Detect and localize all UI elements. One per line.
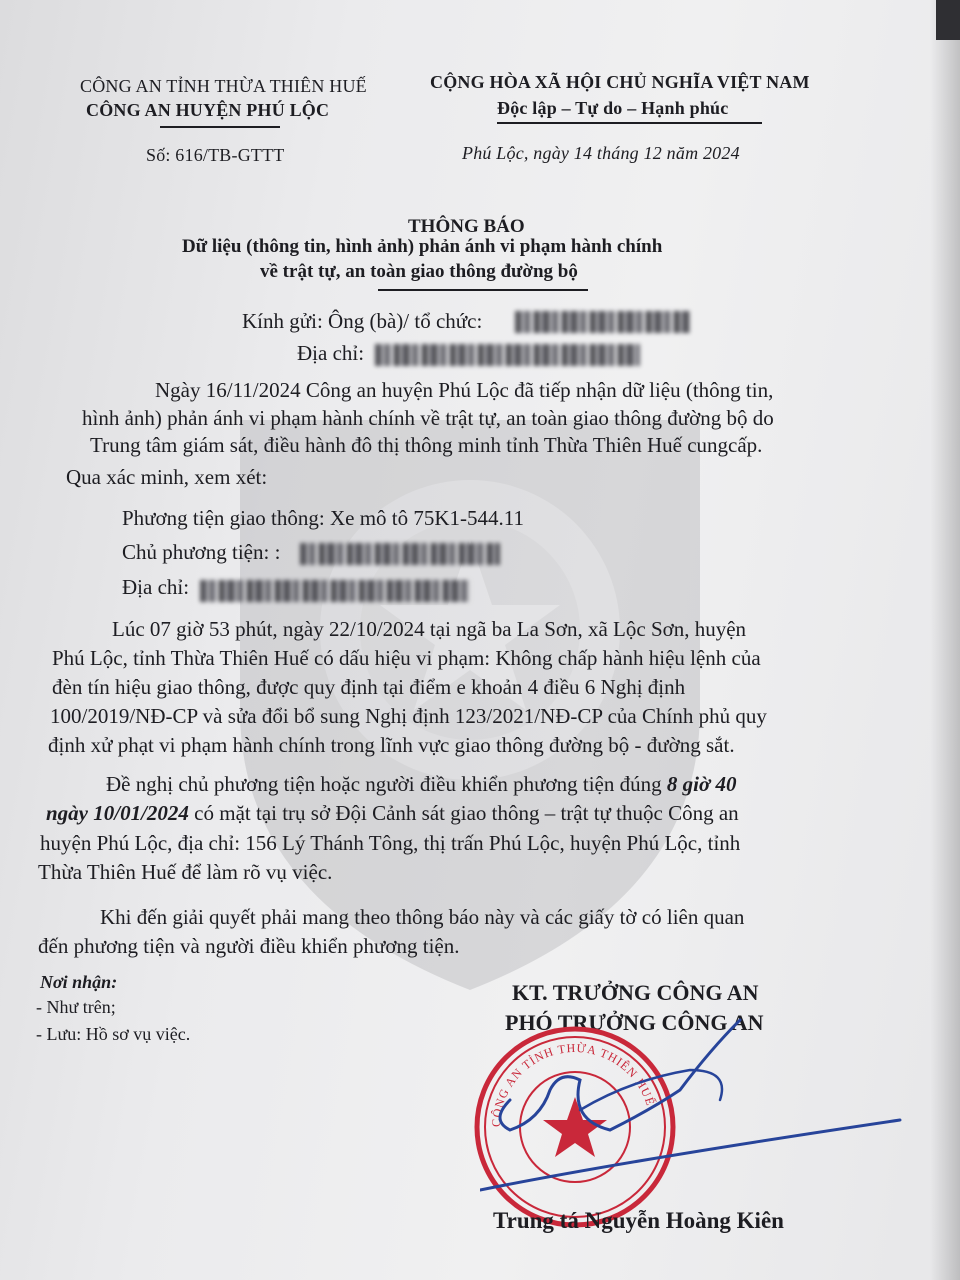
recipients-item1: - Như trên; bbox=[36, 997, 116, 1017]
org-parent-name: CÔNG AN TỈNH THỪA THIÊN HUẾ bbox=[80, 76, 367, 96]
motto-underline bbox=[497, 122, 762, 124]
appointment-time: 8 giờ 40 bbox=[666, 772, 737, 796]
stamp-text: CÔNG AN TỈNH THỪA THIÊN HUẾ bbox=[488, 1040, 658, 1128]
page-edge-shadow bbox=[930, 0, 960, 1280]
paragraph3-line2-text: có mặt tại trụ sở Đội Cảnh sát giao thông – trật tự thuộc Công an bbox=[188, 801, 739, 825]
owner-label: Chủ phương tiện: : bbox=[122, 540, 281, 564]
owner-address-label: Địa chỉ: bbox=[122, 575, 190, 599]
org-name-underline bbox=[160, 126, 280, 128]
recipient-address-label: Địa chỉ: bbox=[297, 341, 365, 365]
document-subtitle-line2: về trật tự, an toàn giao thông đường bộ bbox=[260, 261, 578, 282]
national-title: CỘNG HÒA XÃ HỘI CHỦ NGHĨA VIỆT NAM bbox=[430, 72, 810, 92]
paragraph1-line1: Ngày 16/11/2024 Công an huyện Phú Lộc đã tiếp nhận dữ liệu (thông tin, bbox=[155, 378, 774, 402]
document-number: Số: 616/TB-GTTT bbox=[146, 145, 285, 165]
paragraph4-line2: đến phương tiện và người điều khiển phương tiện. bbox=[38, 934, 460, 958]
paragraph3-line3: huyện Phú Lộc, địa chỉ: 156 Lý Thánh Tông, thị trấn Phú Lộc, huyện Phú Lộc, tỉnh bbox=[40, 831, 741, 855]
appointment-date: ngày 10/01/2024 bbox=[46, 801, 189, 825]
place-date: Phú Lộc, ngày 14 tháng 12 năm 2024 bbox=[462, 143, 740, 163]
recipients-heading: Nơi nhận: bbox=[40, 972, 118, 992]
redacted-recipient-name bbox=[515, 311, 690, 333]
paragraph1-line3: Trung tâm giám sát, điều hành đô thị thông minh tỉnh Thừa Thiên Huế cungcấp. bbox=[90, 433, 763, 457]
paragraph3-line1 bbox=[106, 772, 736, 797]
paragraph3-line4: Thừa Thiên Huế để làm rõ vụ việc. bbox=[38, 860, 333, 884]
redacted-recipient-address bbox=[375, 344, 640, 366]
paragraph2-line1: Lúc 07 giờ 53 phút, ngày 22/10/2024 tại ngã ba La Sơn, xã Lộc Sơn, huyện bbox=[112, 617, 747, 641]
paragraph3-line2 bbox=[46, 801, 739, 826]
national-motto: Độc lập – Tự do – Hạnh phúc bbox=[497, 98, 729, 118]
verification-intro: Qua xác minh, xem xét: bbox=[66, 465, 268, 489]
paragraph2-line2: Phú Lộc, tỉnh Thừa Thiên Huế có dấu hiệu vi phạm: Không chấp hành hiệu lệnh của bbox=[52, 646, 761, 670]
paragraph4-line1: Khi đến giải quyết phải mang theo thông báo này và các giấy tờ có liên quan bbox=[100, 905, 745, 929]
document-title: THÔNG BÁO bbox=[408, 216, 525, 237]
title-underline bbox=[378, 289, 588, 291]
paragraph2-line3: đèn tín hiệu giao thông, được quy định tại điểm e khoản 4 điều 6 Nghị định bbox=[52, 675, 686, 699]
signature-title-line1: KT. TRƯỞNG CÔNG AN bbox=[512, 980, 759, 1005]
document-subtitle-line1: Dữ liệu (thông tin, hình ảnh) phản ánh vi phạm hành chính bbox=[182, 236, 663, 257]
redacted-owner-name bbox=[300, 543, 500, 565]
background-corner bbox=[936, 0, 960, 40]
paragraph1-line2: hình ảnh) phản ánh vi phạm hành chính về trật tự, an toàn giao thông đường bộ do bbox=[82, 406, 774, 430]
signer-name: Trung tá Nguyễn Hoàng Kiên bbox=[493, 1208, 784, 1233]
redacted-owner-address bbox=[200, 580, 470, 602]
signature-title-line2: PHÓ TRƯỞNG CÔNG AN bbox=[505, 1010, 764, 1035]
paragraph2-line4: 100/2019/NĐ-CP và sửa đổi bổ sung Nghị định 123/2021/NĐ-CP của Chính phủ quy bbox=[50, 704, 767, 728]
recipient-label: Kính gửi: Ông (bà)/ tổ chức: bbox=[242, 309, 483, 333]
org-name: CÔNG AN HUYỆN PHÚ LỘC bbox=[86, 100, 330, 120]
vehicle-info: Phương tiện giao thông: Xe mô tô 75K1-544.11 bbox=[122, 506, 525, 530]
paragraph3-line1-text: Đề nghị chủ phương tiện hoặc người điều khiển phương tiện đúng bbox=[106, 772, 667, 796]
paragraph2-line5: định xử phạt vi phạm hành chính trong lĩnh vực giao thông đường bộ - đường sắt. bbox=[48, 733, 735, 757]
handwritten-signature bbox=[480, 1010, 910, 1220]
recipients-item2: - Lưu: Hồ sơ vụ việc. bbox=[36, 1024, 191, 1044]
